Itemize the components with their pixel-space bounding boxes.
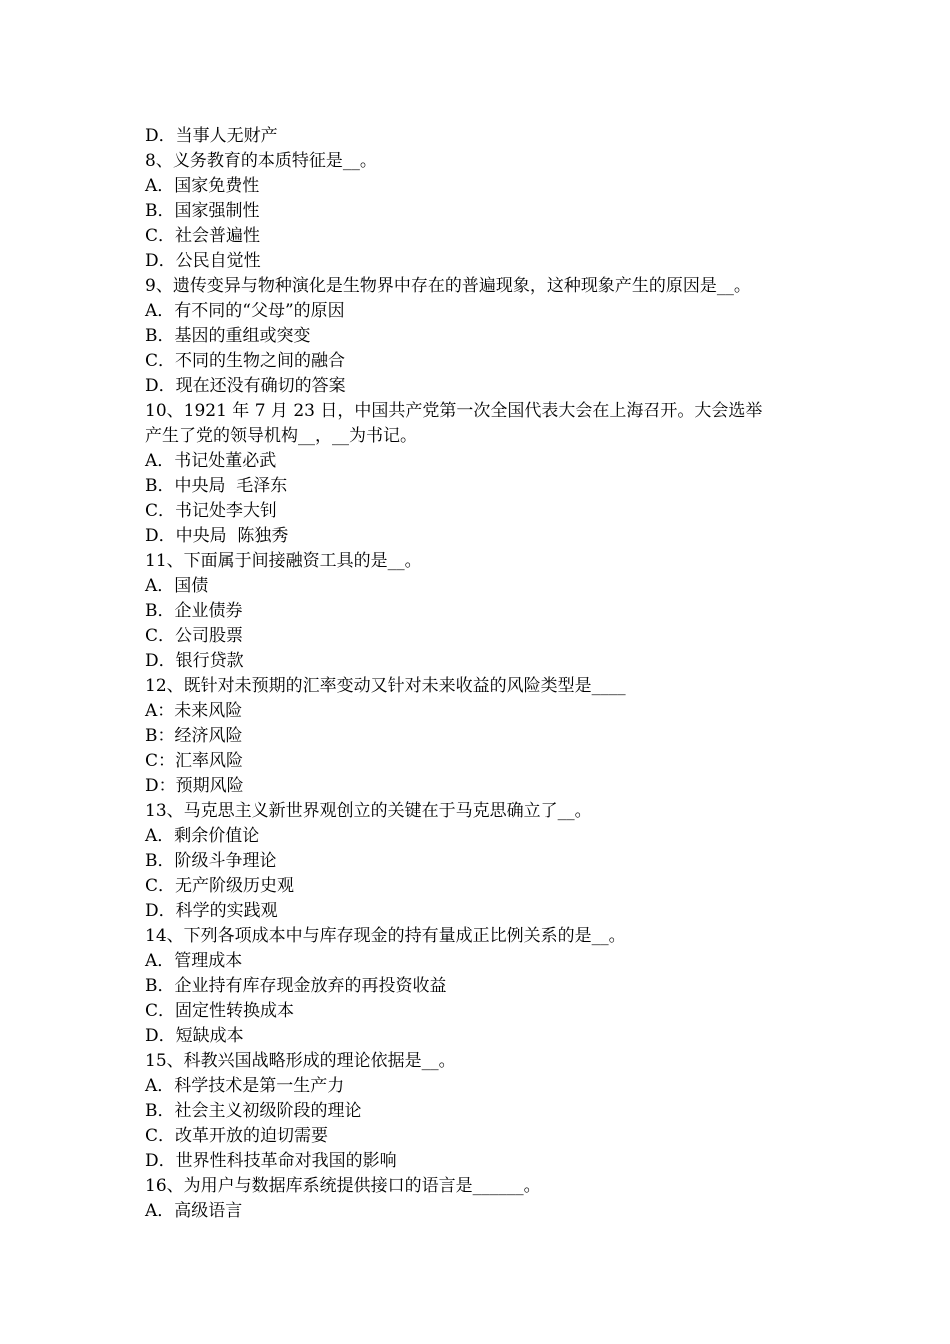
- question-line: 8、义务教育的本质特征是__。: [145, 151, 377, 171]
- option-line: D．银行贷款: [145, 651, 244, 671]
- option-line: B．阶级斗争理论: [145, 851, 277, 871]
- option-line: D．现在还没有确切的答案: [145, 376, 346, 396]
- option-line: A．科学技术是第一生产力: [145, 1076, 345, 1096]
- question-line: 13、马克思主义新世界观创立的关键在于马克思确立了__。: [145, 801, 592, 821]
- question-line: 14、下列各项成本中与库存现金的持有量成正比例关系的是__。: [145, 926, 626, 946]
- option-line: A：未来风险: [145, 701, 243, 721]
- question-line: 12、既针对未预期的汇率变动又针对未来收益的风险类型是____: [145, 676, 626, 696]
- option-line: A．书记处董必武: [145, 451, 277, 471]
- option-line: A．国债: [145, 576, 209, 596]
- option-line: B：经济风险: [145, 726, 243, 746]
- option-line: C：汇率风险: [145, 751, 244, 771]
- question-line: 16、为用户与数据库系统提供接口的语言是______。: [145, 1176, 541, 1196]
- option-line: C．无产阶级历史观: [145, 876, 295, 896]
- option-line: C．不同的生物之间的融合: [145, 351, 346, 371]
- question-line: 9、遗传变异与物种演化是生物界中存在的普遍现象，这种现象产生的原因是__。: [145, 276, 751, 296]
- question-line: 10、1921 年 7 月 23 日，中国共产党第一次全国代表大会在上海召开。大会选举: [145, 401, 763, 421]
- option-line: A．管理成本: [145, 951, 243, 971]
- document-page: [145, 124, 825, 1224]
- option-line: A．高级语言: [145, 1201, 243, 1221]
- option-line: D．科学的实践观: [145, 901, 278, 921]
- option-line: C．书记处李大钊: [145, 501, 278, 521]
- option-line: C．社会普遍性: [145, 226, 261, 246]
- option-line: B．社会主义初级阶段的理论: [145, 1101, 362, 1121]
- option-line: B．企业持有库存现金放弃的再投资收益: [145, 976, 447, 996]
- option-line: B．中央局 毛泽东: [145, 476, 288, 496]
- option-line: A．剩余价值论: [145, 826, 260, 846]
- option-line: B．国家强制性: [145, 201, 260, 221]
- option-line: C．改革开放的迫切需要: [145, 1126, 329, 1146]
- option-line: A．有不同的“父母”的原因: [145, 301, 345, 321]
- option-line: B．企业债券: [145, 601, 243, 621]
- option-line: D．当事人无财产: [145, 126, 278, 146]
- question-line-continued: 产生了党的领导机构__，__为书记。: [145, 426, 417, 446]
- option-line: D．短缺成本: [145, 1026, 244, 1046]
- option-line: C．固定性转换成本: [145, 1001, 295, 1021]
- question-line: 15、科教兴国战略形成的理论依据是__。: [145, 1051, 456, 1071]
- option-line: B．基因的重组或突变: [145, 326, 311, 346]
- option-line: C．公司股票: [145, 626, 244, 646]
- question-line: 11、下面属于间接融资工具的是__。: [145, 551, 422, 571]
- option-line: D．世界性科技革命对我国的影响: [145, 1151, 397, 1171]
- option-line: D：预期风险: [145, 776, 244, 796]
- option-line: D．中央局 陈独秀: [145, 526, 289, 546]
- option-line: A．国家免费性: [145, 176, 260, 196]
- option-line: D．公民自觉性: [145, 251, 261, 271]
